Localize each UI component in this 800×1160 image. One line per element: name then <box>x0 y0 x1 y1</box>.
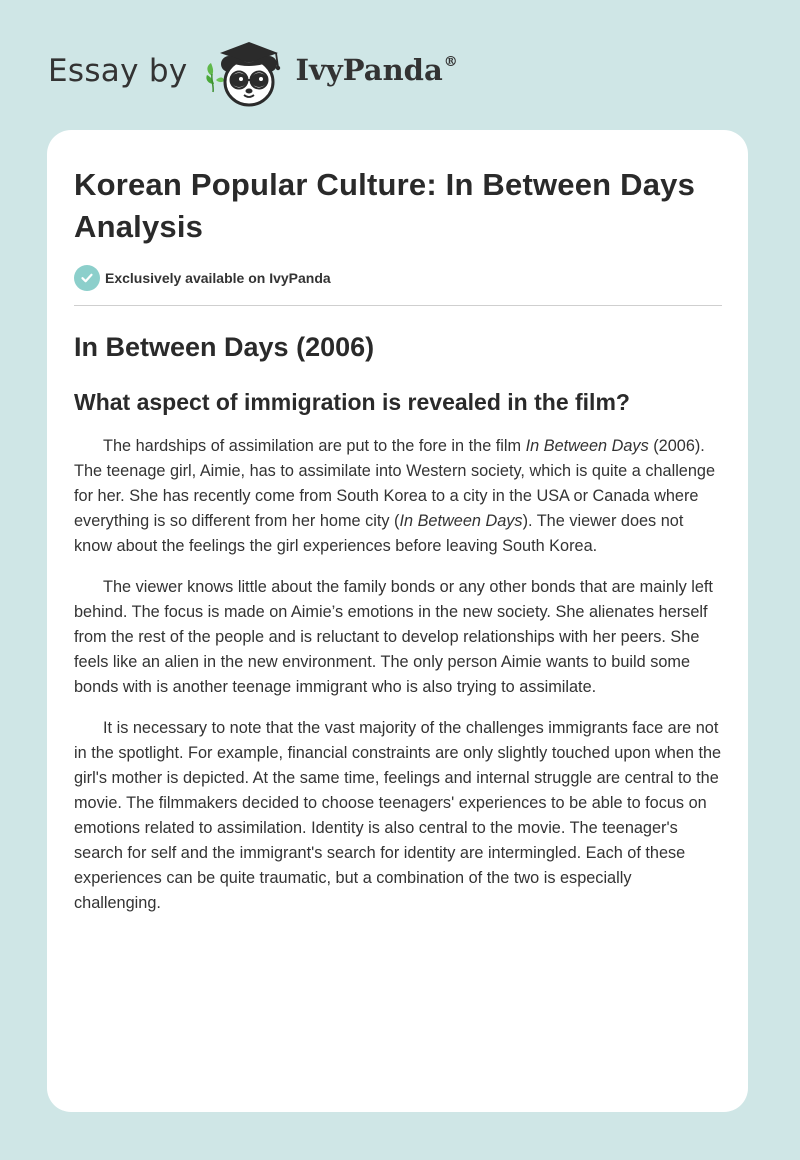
registered-mark: ® <box>443 54 458 70</box>
paragraph-2: The viewer knows little about the family bonds or any other bonds that are mainly left behind. The focus is made on Aimie’s emotions in the new society. She alienates herself from the rest of the people and is reluctant to develop relationships with her peers. She feels like an alien in the new environment. The only person Aimie wants to build some bonds with is another teenage immigrant who is also trying to assimilate. <box>74 578 713 696</box>
brand-name-text: IvyPanda <box>295 53 443 87</box>
divider <box>74 305 722 306</box>
check-icon <box>74 265 100 291</box>
section-heading: In Between Days (2006) <box>74 332 375 362</box>
page-title: Korean Popular Culture: In Between Days Analysis <box>74 167 696 244</box>
essay-by-label: Essay by <box>48 53 188 89</box>
article-body <box>74 434 722 916</box>
site-header <box>48 36 458 108</box>
exclusive-label: Exclusively available on IvyPanda <box>105 270 331 286</box>
film-title: In Between Days <box>525 437 649 455</box>
exclusive-badge <box>74 264 722 292</box>
paragraph-1 <box>74 434 722 559</box>
paragraph-1-part-1: The hardships of assimilation are put to the fore in the film <box>103 437 526 455</box>
article-card <box>47 130 748 1112</box>
brand-name[interactable] <box>296 53 458 87</box>
paragraph-1-part-2: (2006). The teenage girl, Aimie, has to assimilate into Western society, which is quite a challenge for her. She has recently come from South Korea to a city in the USA or Canada where everything is so different from her home city ( <box>74 437 716 530</box>
paragraph-1-part-3: ). The viewer does not know about the feelings the girl experiences before leaving South Korea. <box>74 512 684 555</box>
paragraph-3: It is necessary to note that the vast majority of the challenges immigrants face are not in the spotlight. For example, financial constraints are only slightly touched upon when the girl's mother is depicted. At the same time, feelings and internal struggle are central to the movie. The filmmakers decided to choose teenagers' experiences to be able to focus on emotions related to assimilation. Identity is also central to the movie. The teenager's search for self and the immigrant's search for identity are intermingled. Each of these experiences can be quite traumatic, but a combination of the two is especially challenging. <box>74 719 722 912</box>
film-citation: In Between Days <box>399 512 523 530</box>
panda-logo-icon[interactable] <box>202 36 294 108</box>
question-heading: What aspect of immigration is revealed in the film? <box>74 389 630 415</box>
